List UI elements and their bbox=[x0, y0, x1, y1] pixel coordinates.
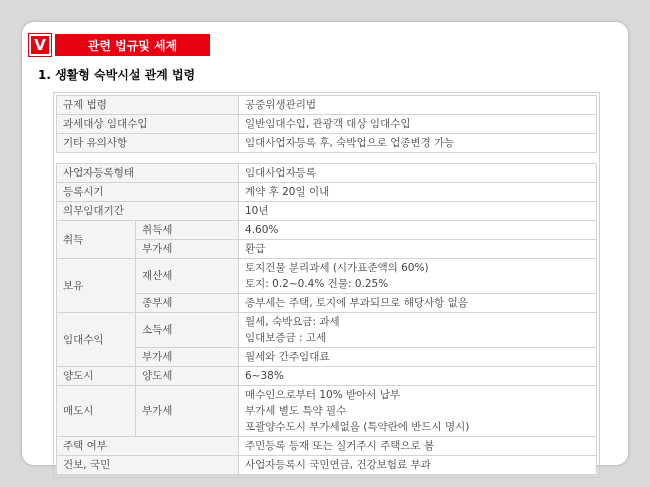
row-subkey: 취득세 bbox=[136, 221, 239, 240]
row-value: 월세와 간주임대료 bbox=[239, 348, 597, 367]
row-value: 환급 bbox=[239, 240, 597, 259]
row-subkey: 양도세 bbox=[136, 367, 239, 386]
row-value: 6~38% bbox=[239, 367, 597, 386]
row-key: 보유 bbox=[57, 259, 136, 313]
row-key: 과세대상 임대수입 bbox=[57, 115, 239, 134]
row-subkey: 부가세 bbox=[136, 240, 239, 259]
table-row bbox=[57, 183, 597, 202]
row-key: 사업자등록형태 bbox=[57, 164, 239, 183]
row-key: 의무임대기간 bbox=[57, 202, 239, 221]
row-key: 기타 유의사항 bbox=[57, 134, 239, 153]
table-gap bbox=[57, 153, 597, 164]
table-row bbox=[57, 294, 597, 313]
row-subkey: 재산세 bbox=[136, 259, 239, 294]
table-row bbox=[57, 134, 597, 153]
table-row bbox=[57, 164, 597, 183]
row-value: 계약 후 20일 이내 bbox=[239, 183, 597, 202]
row-key: 양도시 bbox=[57, 367, 136, 386]
row-key: 취득 bbox=[57, 221, 136, 259]
value-line: 포괄양수도시 부가세없음 (특약란에 반드시 명시) bbox=[245, 421, 470, 433]
section-number-badge: V bbox=[29, 34, 51, 56]
section-title: 관련 법규및 세제 bbox=[55, 34, 210, 56]
row-value: 주민등록 등재 또는 실거주시 주택으로 봄 bbox=[239, 437, 597, 456]
row-value bbox=[239, 386, 597, 437]
row-value bbox=[239, 313, 597, 348]
row-value: 일반임대수입, 관광객 대상 임대수입 bbox=[239, 115, 597, 134]
table-row bbox=[57, 202, 597, 221]
law-table-frame bbox=[53, 92, 600, 478]
table-row bbox=[57, 456, 597, 475]
row-subkey: 종부세 bbox=[136, 294, 239, 313]
row-key: 매도시 bbox=[57, 386, 136, 437]
row-value: 10년 bbox=[239, 202, 597, 221]
row-key: 주택 여부 bbox=[57, 437, 239, 456]
row-subkey: 부가세 bbox=[136, 386, 239, 437]
row-value: 임대사업자등록 bbox=[239, 164, 597, 183]
value-line: 토지: 0.2~0.4% 건물: 0.25% bbox=[245, 278, 389, 290]
row-value: 임대사업자등록 후, 숙박업으로 업종변경 가능 bbox=[239, 134, 597, 153]
row-key: 등록시기 bbox=[57, 183, 239, 202]
row-value: 공중위생관리법 bbox=[239, 96, 597, 115]
row-value bbox=[239, 259, 597, 294]
row-key: 규제 법령 bbox=[57, 96, 239, 115]
row-value: 종부세는 주택, 토지에 부과되므로 해당사항 없음 bbox=[239, 294, 597, 313]
value-line: 임대보증금 : 고세 bbox=[245, 332, 327, 344]
table-row bbox=[57, 115, 597, 134]
table-row bbox=[57, 240, 597, 259]
law-table bbox=[56, 95, 597, 475]
value-line: 부가세 별도 특약 필수 bbox=[245, 405, 347, 417]
table-row bbox=[57, 221, 597, 240]
table-row bbox=[57, 348, 597, 367]
row-subkey: 소득세 bbox=[136, 313, 239, 348]
value-line: 매수인으로부터 10% 받아서 납부 bbox=[245, 389, 401, 401]
table-row bbox=[57, 437, 597, 456]
value-line: 토지건물 분리과세 (시가표준액의 60%) bbox=[245, 262, 429, 274]
value-line: 월세, 숙박요금: 과세 bbox=[245, 316, 340, 328]
table-row bbox=[57, 386, 597, 437]
table-row bbox=[57, 96, 597, 115]
row-value: 사업자등록시 국민연금, 건강보험료 부과 bbox=[239, 456, 597, 475]
table-row bbox=[57, 313, 597, 348]
subheading: 1. 생활형 숙박시설 관계 법령 bbox=[38, 68, 196, 82]
table-row bbox=[57, 367, 597, 386]
row-subkey: 부가세 bbox=[136, 348, 239, 367]
row-key: 건보, 국민 bbox=[57, 456, 239, 475]
row-value: 4.60% bbox=[239, 221, 597, 240]
row-key: 임대수익 bbox=[57, 313, 136, 367]
table-row bbox=[57, 259, 597, 294]
